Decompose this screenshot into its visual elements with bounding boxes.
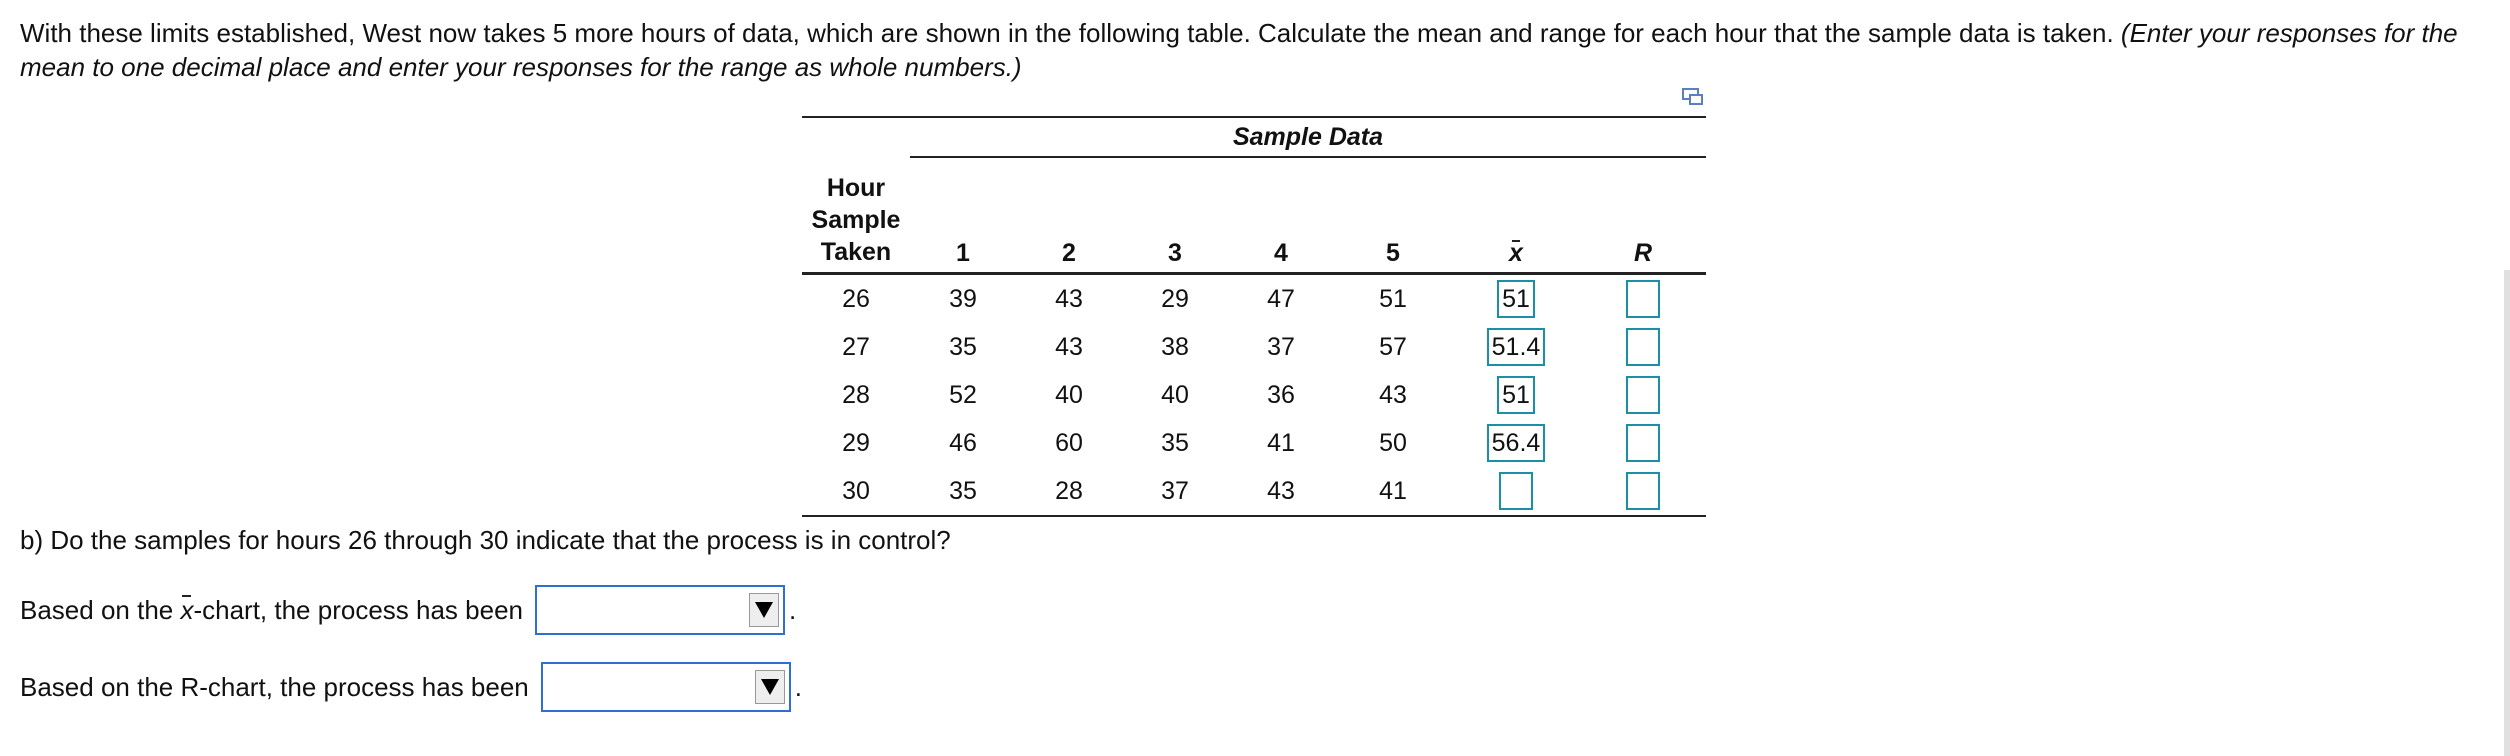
sample-cell: 37 xyxy=(1267,332,1295,361)
rchart-sentence xyxy=(20,662,802,712)
rchart-dropdown[interactable] xyxy=(541,662,791,712)
sample-cell: 46 xyxy=(949,428,977,457)
mean-cell xyxy=(1452,274,1580,324)
sample-header-3: 3 xyxy=(1122,157,1228,274)
sample-header-5: 5 xyxy=(1334,157,1452,274)
hour-cell: 30 xyxy=(802,467,910,516)
xchart-period: . xyxy=(789,594,797,625)
range-input[interactable] xyxy=(1626,424,1660,462)
range-cell xyxy=(1580,323,1706,371)
dropdown-arrow-icon[interactable] xyxy=(755,670,785,704)
xchart-sentence xyxy=(20,585,796,635)
mean-input[interactable] xyxy=(1499,472,1533,510)
sample-cell: 60 xyxy=(1055,428,1083,457)
sample-cell: 51 xyxy=(1379,284,1407,313)
sample-cell: 41 xyxy=(1334,467,1452,516)
sample-cell: 40 xyxy=(1161,380,1189,409)
dropdown-arrow-icon[interactable] xyxy=(749,593,779,627)
mean-input[interactable]: 56.4 xyxy=(1487,424,1546,462)
rchart-label: Based on the R-chart, the process has been xyxy=(20,671,529,702)
sample-cell: 43 xyxy=(1055,332,1083,361)
xbar-symbol: x xyxy=(1509,239,1523,267)
sample-cell: 35 xyxy=(910,467,1016,516)
sample-cell: 36 xyxy=(1267,380,1295,409)
mean-cell xyxy=(1452,467,1580,516)
sample-header-2: 2 xyxy=(1016,157,1122,274)
sample-header-1: 1 xyxy=(910,157,1016,274)
intro-instruction: (Enter your responses for the mean to one decimal place and enter your responses for the range as whole numbers.) xyxy=(20,18,2458,82)
xbar-header xyxy=(1452,157,1580,274)
hour-header-line: Sample xyxy=(811,206,901,234)
xchart-suffix: -chart, the process has been xyxy=(193,594,523,625)
sample-cell: 35 xyxy=(1161,428,1189,457)
hour-cell: 27 xyxy=(842,332,870,361)
part-b-question: b) Do the samples for hours 26 through 30 indicate that the process is in control? xyxy=(20,525,951,555)
sample-cell: 39 xyxy=(949,284,977,313)
mean-cell xyxy=(1452,323,1580,371)
xchart-prefix: Based on the xyxy=(20,594,181,625)
sample-cell: 38 xyxy=(1161,332,1189,361)
sample-header-4: 4 xyxy=(1228,157,1334,274)
range-cell xyxy=(1580,419,1706,467)
table-title: Sample Data xyxy=(910,117,1706,157)
rchart-period: . xyxy=(794,671,802,702)
range-input[interactable] xyxy=(1626,328,1660,366)
hour-cell: 26 xyxy=(842,284,870,313)
table-row xyxy=(802,419,1706,467)
range-header: R xyxy=(1580,157,1706,274)
table-header-row xyxy=(802,157,1706,274)
xchart-symbol: x xyxy=(180,594,194,625)
page-scrollbar[interactable] xyxy=(2504,270,2510,756)
intro-text: With these limits established, West now takes 5 more hours of data, which are shown in the following table. Calculate the mean and range for each hour that the sample data is taken. xyxy=(20,18,2121,48)
range-input[interactable] xyxy=(1626,472,1660,510)
sample-cell: 47 xyxy=(1267,284,1295,313)
table-row xyxy=(802,323,1706,371)
range-cell xyxy=(1580,274,1706,324)
sample-cell: 43 xyxy=(1228,467,1334,516)
sample-cell: 29 xyxy=(1161,284,1189,313)
table-row xyxy=(802,467,1706,516)
range-cell xyxy=(1580,467,1706,516)
hour-header-line: Hour xyxy=(826,174,886,202)
range-input[interactable] xyxy=(1626,376,1660,414)
sample-cell: 41 xyxy=(1267,428,1295,457)
sample-cell: 28 xyxy=(1016,467,1122,516)
hour-cell: 29 xyxy=(842,428,870,457)
problem-statement xyxy=(20,16,2490,84)
sample-cell: 43 xyxy=(1379,380,1407,409)
sample-cell: 37 xyxy=(1122,467,1228,516)
sample-data-table xyxy=(802,116,1706,517)
sample-cell: 43 xyxy=(1055,284,1083,313)
mean-input[interactable]: 51 xyxy=(1497,280,1535,318)
sample-cell: 40 xyxy=(1055,380,1083,409)
xchart-dropdown[interactable] xyxy=(535,585,785,635)
range-cell xyxy=(1580,371,1706,419)
hour-header-line: Taken xyxy=(820,238,892,266)
hour-cell: 28 xyxy=(842,380,870,409)
table-row xyxy=(802,371,1706,419)
table-top-rule-left xyxy=(802,117,910,157)
mean-cell xyxy=(1452,419,1580,467)
mean-input[interactable]: 51 xyxy=(1497,376,1535,414)
sample-cell: 50 xyxy=(1379,428,1407,457)
sample-cell: 57 xyxy=(1379,332,1407,361)
sample-cell: 52 xyxy=(949,380,977,409)
mean-input[interactable]: 51.4 xyxy=(1487,328,1546,366)
table-row xyxy=(802,274,1706,324)
hour-header xyxy=(802,157,910,274)
sample-cell: 35 xyxy=(949,332,977,361)
mean-cell xyxy=(1452,371,1580,419)
expand-table-icon[interactable] xyxy=(1682,88,1704,106)
range-input[interactable] xyxy=(1626,280,1660,318)
